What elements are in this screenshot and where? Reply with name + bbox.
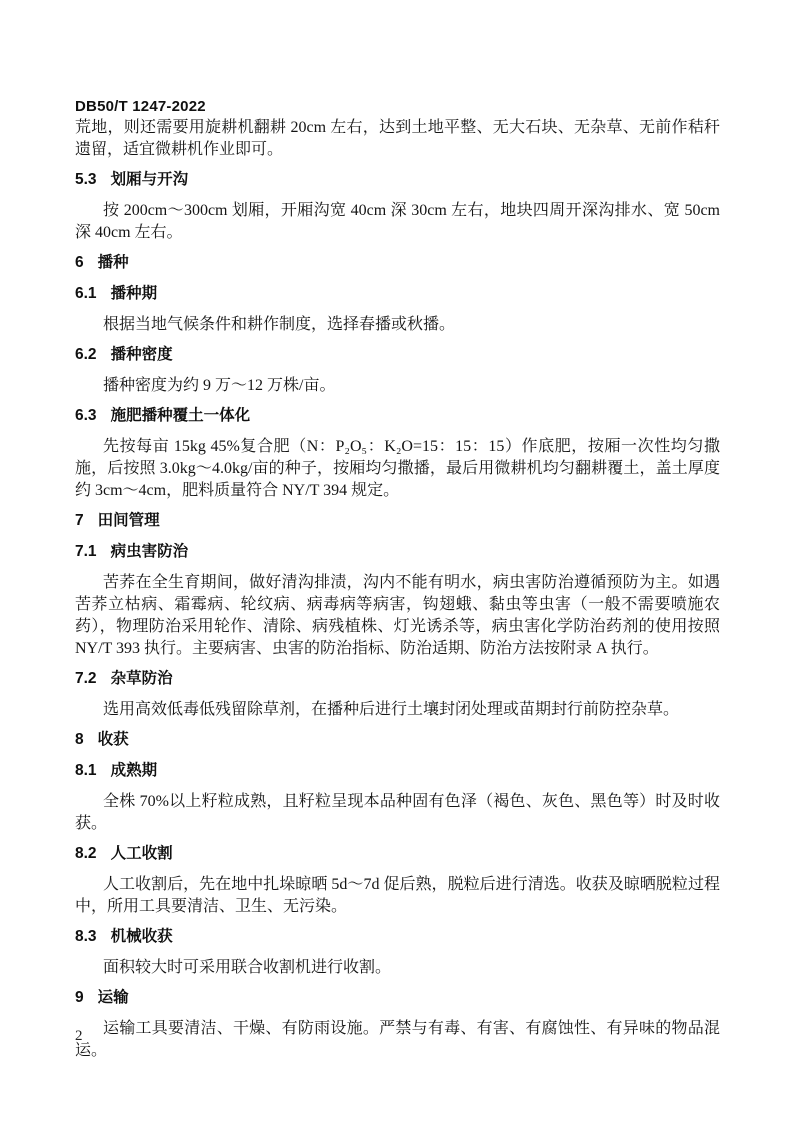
- heading-number: 6: [75, 254, 84, 271]
- heading-number: 6.3: [75, 407, 97, 424]
- heading-7-1: [75, 541, 720, 563]
- heading-title: 人工收割: [110, 845, 173, 862]
- document-code-header: DB50/T 1247-2022: [75, 98, 206, 115]
- heading-title: 机械收获: [110, 928, 173, 945]
- heading-title: 田间管理: [97, 512, 160, 529]
- paragraph-6-2: 播种密度为约 9 万～12 万株/亩。: [103, 377, 336, 394]
- heading-number: 7: [75, 512, 84, 529]
- heading-title: 施肥播种覆土一体化: [110, 407, 251, 424]
- heading-number: 8.3: [75, 928, 97, 945]
- heading-number: 8.2: [75, 845, 97, 862]
- heading-5-3: [75, 169, 720, 191]
- paragraph-7-1: 苦荞在全生育期间，做好清沟排渍，沟内不能有明水，病虫害防治遵循预防为主。如遇苦荞立枯病、霜霉病、轮纹病、病毒病等病害，钩翅蛾、黏虫等虫害（一般不需要喷施农药），物理防治采用轮作、清除、病残植株、灯光诱杀等，病虫害化学防治药剂的使用按照 NY/T 393 执行。主要病害、虫害的防治指标、防治适期、防治方法按附录 A 执行。: [75, 574, 720, 657]
- heading-number: 8.1: [75, 762, 97, 779]
- heading-number: 9: [75, 989, 84, 1006]
- heading-title: 划厢与开沟: [110, 171, 189, 188]
- heading-8: [75, 729, 720, 751]
- heading-6-2: [75, 344, 720, 366]
- heading-number: 6.2: [75, 346, 97, 363]
- heading-6: [75, 252, 720, 274]
- heading-6-1: [75, 283, 720, 305]
- heading-number: 7.2: [75, 670, 97, 687]
- heading-title: 播种期: [110, 285, 158, 302]
- paragraph-6-1: 根据当地气候条件和耕作制度，选择春播或秋播。: [103, 316, 456, 333]
- paragraph-9: 运输工具要清洁、干燥、有防雨设施。严禁与有毒、有害、有腐蚀性、有异味的物品混运。: [75, 1020, 720, 1059]
- heading-title: 杂草防治: [110, 670, 173, 687]
- heading-title: 成熟期: [110, 762, 158, 779]
- heading-8-1: [75, 760, 720, 782]
- document-content: [75, 97, 720, 1062]
- heading-number: 7.1: [75, 543, 97, 560]
- heading-7-2: [75, 668, 720, 690]
- heading-title: 运输: [97, 989, 129, 1006]
- paragraph-8-3: 面积较大时可采用联合收割机进行收割。: [103, 959, 392, 976]
- heading-8-2: [75, 843, 720, 865]
- page-number: 2: [75, 1028, 83, 1044]
- paragraph-8-2: 人工收割后，先在地中扎垛晾晒 5d～7d 促后熟，脱粒后进行清选。收获及晾晒脱粒过程中，所用工具要清洁、卫生、无污染。: [75, 876, 720, 915]
- heading-title: 播种: [97, 254, 129, 271]
- heading-number: 5.3: [75, 171, 97, 188]
- paragraph-land-preparation-continued: 荒地，则还需要用旋耕机翻耕 20cm 左右，达到土地平整、无大石块、无杂草、无前作秸秆遗留，适宜微耕机作业即可。: [75, 119, 720, 158]
- heading-number: 8: [75, 731, 84, 748]
- heading-9: [75, 987, 720, 1009]
- heading-8-3: [75, 926, 720, 948]
- heading-title: 播种密度: [110, 346, 173, 363]
- paragraph-8-1: 全株 70%以上籽粒成熟，且籽粒呈现本品种固有色泽（褐色、灰色、黑色等）时及时收获。: [75, 793, 720, 832]
- heading-title: 病虫害防治: [110, 543, 189, 560]
- heading-number: 6.1: [75, 285, 97, 302]
- heading-6-3: [75, 405, 720, 427]
- paragraph-5-3: 按 200cm～300cm 划厢，开厢沟宽 40cm 深 30cm 左右，地块四周开深沟排水、宽 50cm 深 40cm 左右。: [75, 202, 720, 241]
- heading-7: [75, 510, 720, 532]
- paragraph-7-2: 选用高效低毒低残留除草剂，在播种后进行土壤封闭处理或苗期封行前防控杂草。: [103, 701, 680, 718]
- paragraph-6-3: 先按每亩 15kg 45%复合肥（N：P₂O₅：K₂O=15：15：15）作底肥，按厢一次性均匀撒施，后按照 3.0kg～4.0kg/亩的种子，按厢均匀撒播，最后用微耕机均匀翻耕覆土，盖土厚度约 3cm～4cm，肥料质量符合 NY/T 394 规定。: [75, 438, 720, 499]
- heading-title: 收获: [97, 731, 129, 748]
